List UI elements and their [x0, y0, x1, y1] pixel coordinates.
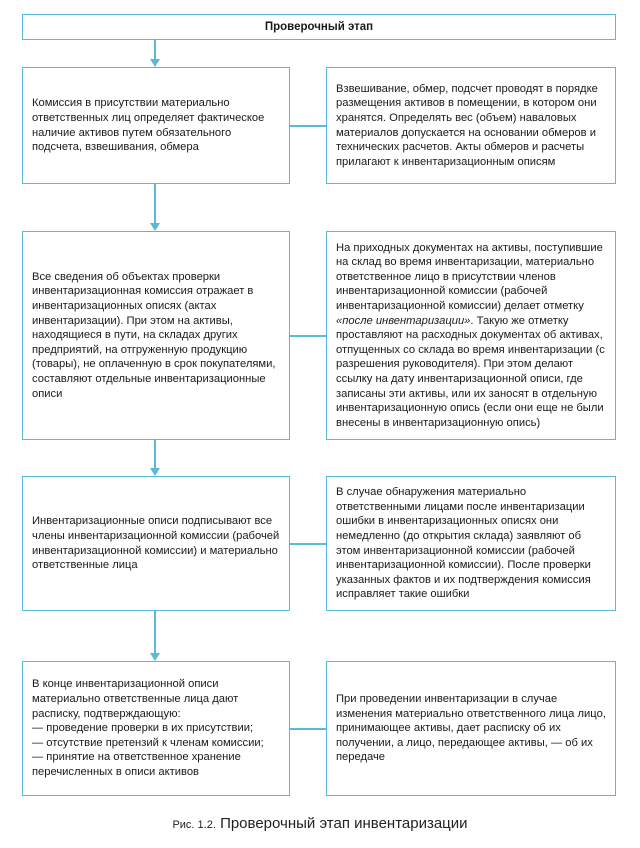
step-1-right-text: Взвешивание, обмер, подсчет проводят в порядке размещения активов в помещении, в котором они хранятся. Определять вес (объем) наваловых материалов допускается на основании обмеров и технических расчетов. Акты обмеров и расчеты прилагают к инвентаризационным описям: [336, 82, 598, 168]
step-3-right-box: [326, 476, 616, 611]
step-3-left-text: Инвентаризационные описи подписывают все члены инвентаризационной комиссии (рабочей инвентаризационной комиссии) и материально ответственные лица: [32, 515, 280, 572]
step-2-right-text: [327, 241, 615, 431]
step-4-left-intro: В конце инвентаризационной описи материально ответственные лица дают расписку, подтверждающую:: [32, 678, 239, 720]
step-1-right-box: [326, 67, 616, 184]
diagram-title: Проверочный этап: [264, 20, 374, 33]
step-2-right-italic-mark: «после инвентаризации»: [336, 314, 471, 327]
connector-horizontal: [290, 125, 326, 127]
connector-horizontal: [290, 335, 326, 337]
step-2-right-box: [326, 231, 616, 440]
step-2-left-box: [22, 231, 290, 440]
caption-prefix: Рис. 1.2.: [172, 819, 216, 831]
step-3-right-text: В случае обнаружения материально ответственными лицами после инвентаризации ошибки в инвентаризационных описях они немедленно (до открытия склада) заявляют об этом инвентаризационной комиссии (рабочей инвентаризационной комиссии). После проверки указанных фактов и их подтверждения комиссия исправляет такие ошибки: [336, 486, 591, 601]
arrow-down-icon: [150, 59, 160, 67]
step-4-right-box: [326, 661, 616, 796]
step-3-left-box: [22, 476, 290, 611]
list-item: — отсутствие претензий к членам комиссии;: [32, 736, 264, 749]
connector-line: [154, 611, 156, 654]
connector-line: [154, 40, 156, 60]
figure-caption: [0, 815, 640, 832]
step-2-left-text: Все сведения об объектах проверки инвентаризационная комиссия отражает в инвентаризационных описях (актах инвентаризации). При этом на активы, находящиеся в пути, на складах других предприятий, на отгруженную продукцию (товары), не оплаченную в срок покупателями, составляют отдельные инвентаризационные описи: [32, 270, 276, 400]
connector-horizontal: [290, 543, 326, 545]
step-4-right-text: При проведении инвентаризации в случае изменения материально ответственного лица лицо, принимающее активы, дает расписку об их получении, а лицо, передающее активы, — об их передаче: [336, 693, 606, 764]
step-4-left-text: [23, 677, 289, 779]
step-1-left-text: Комиссия в присутствии материально ответственных лиц определяет фактическое наличие активов путем обязательного подсчета, взвешивания, обмера: [32, 97, 265, 154]
arrow-down-icon: [150, 653, 160, 661]
step-4-left-box: [22, 661, 290, 796]
arrow-down-icon: [150, 468, 160, 476]
step-2-right-text-part2: . Такую же отметку проставляют на расходных документах об активах, отпущенных со склада во время инвентаризации (с разрешения руководителя). При этом делают ссылку на дату инвентаризационной описи, где записаны эти активы, или их заносят в отдельную инвентаризационную опись (если они еще не были внесены в инвентаризационную опись): [336, 314, 605, 429]
connector-horizontal: [290, 728, 326, 730]
header-box: [22, 14, 616, 40]
step-1-left-box: [22, 67, 290, 184]
caption-title: Проверочный этап инвентаризации: [220, 815, 468, 832]
step-2-right-text-part1: На приходных документах на активы, поступившие на склад во время инвентаризации, материально ответственное лицо в присутствии членов инвентаризационной комиссии (рабочей инвентаризационной комиссии) делает отметку: [336, 241, 603, 313]
connector-line: [154, 184, 156, 224]
arrow-down-icon: [150, 223, 160, 231]
list-item: — проведение проверки в их присутствии;: [32, 722, 254, 735]
connector-line: [154, 440, 156, 469]
list-item: — принятие на ответственное хранение перечисленных в описи активов: [32, 751, 241, 778]
